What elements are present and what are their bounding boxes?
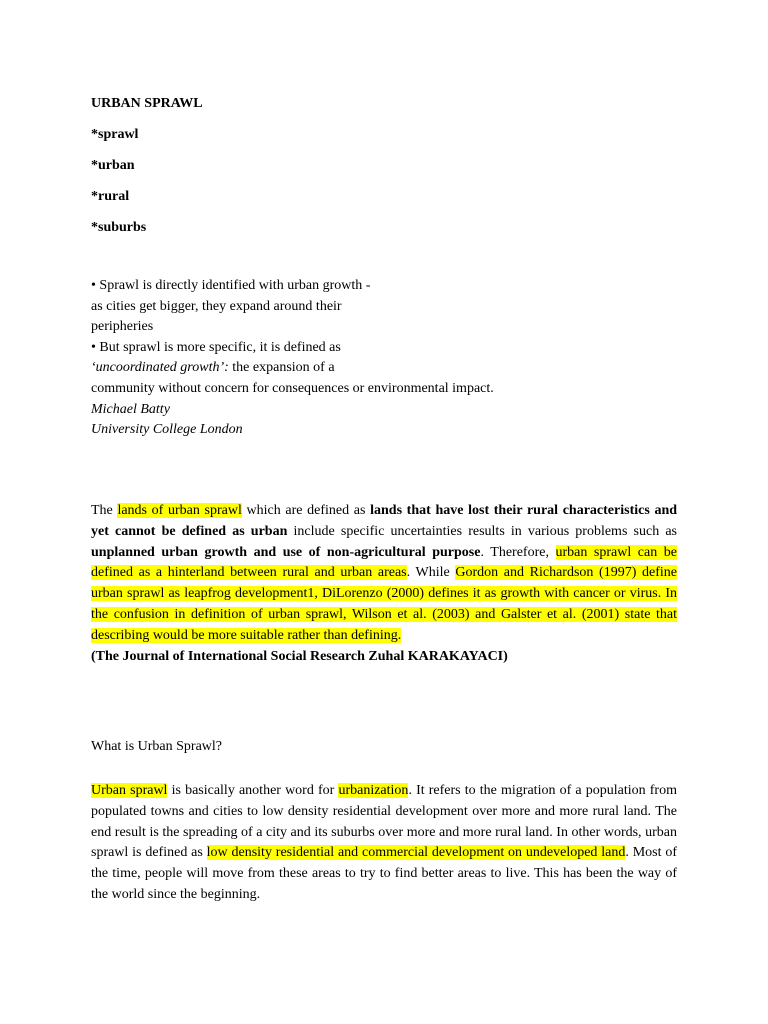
- quote-line: • Sprawl is directly identified with urban growth -: [91, 278, 371, 293]
- highlighted-text: low density residential and commercial development on undeveloped land: [206, 845, 626, 861]
- citation: (The Journal of International Social Research Zuhal KARAKAYACI): [91, 648, 508, 664]
- quote-line: community without concern for consequences or environmental impact.: [91, 380, 494, 396]
- quote-line: as cities get bigger, they expand around their: [91, 298, 342, 314]
- keyword-rural: *rural: [91, 189, 130, 204]
- keyword-urban: *urban: [91, 158, 135, 173]
- quote-block: [91, 276, 494, 441]
- highlighted-text: Urban sprawl: [91, 783, 168, 798]
- keyword-sprawl: *sprawl: [91, 127, 139, 142]
- highlighted-text: Gordon and Richardson (1997) define urban sprawl as leapfrog development1, DiLorenzo (2000) defines it as growth with cancer or virus. In the confusion in definition of urban sprawl, Wilson et al. (2003) and Galster et al. (2001) state that describing would be more suitable rather than defining.: [91, 565, 677, 643]
- bold-text: unplanned urban growth and use of non-agricultural purpose: [91, 544, 481, 560]
- paragraph-urbanization: Urban sprawl is basically another word for urbanization. It refers to the migration of a population from populated towns and cities to low density residential development over more and more rural land. The end result is the spreading of a city and its suburbs over more and more rural land. In other words, urban sprawl is defined as low density residential and commercial development on undeveloped land. Most of the time, people will move from these areas to try to find better areas to live. This has been the way of the world since the beginning.: [91, 783, 677, 902]
- bold-text: lands that have lost their rural characteristics and yet cannot be defined as urban: [91, 503, 678, 539]
- highlighted-text: urbanization: [338, 783, 409, 798]
- quote-line: peripheries: [91, 319, 154, 335]
- highlighted-text: urban sprawl can be defined as a hinterland between rural and urban areas: [91, 544, 677, 581]
- paragraph-definition: The lands of urban sprawl which are defined as lands that have lost their rural characteristics and yet cannot be defined as urban include specific uncertainties results in various problems such as unplanned urban growth and use of non-agricultural purpose. Therefore, urban sprawl can be defined as a hinterland between rural and urban areas. While Gordon and Richardson (1997) define urban sprawl as leapfrog development1, DiLorenzo (2000) defines it as growth with cancer or virus. In the confusion in definition of urban sprawl, Wilson et al. (2003) and Galster et al. (2001) state that describing would be more suitable rather than defining. (The Journal of International Social Research Zuhal KARAKAYACI): [91, 503, 678, 664]
- quote-author: Michael Batty: [91, 401, 170, 417]
- quote-affiliation: University College London: [91, 422, 243, 438]
- keyword-suburbs: *suburbs: [91, 220, 147, 235]
- highlighted-text: lands of urban sprawl: [117, 503, 242, 518]
- section-question: What is Urban Sprawl?: [91, 739, 223, 754]
- document-title: URBAN SPRAWL: [91, 96, 203, 111]
- quote-italic-term: ‘uncoordinated growth’:: [91, 360, 229, 376]
- quote-line: ‘uncoordinated growth’: the expansion of a: [91, 360, 335, 376]
- quote-line: • But sprawl is more specific, it is defined as: [91, 339, 341, 355]
